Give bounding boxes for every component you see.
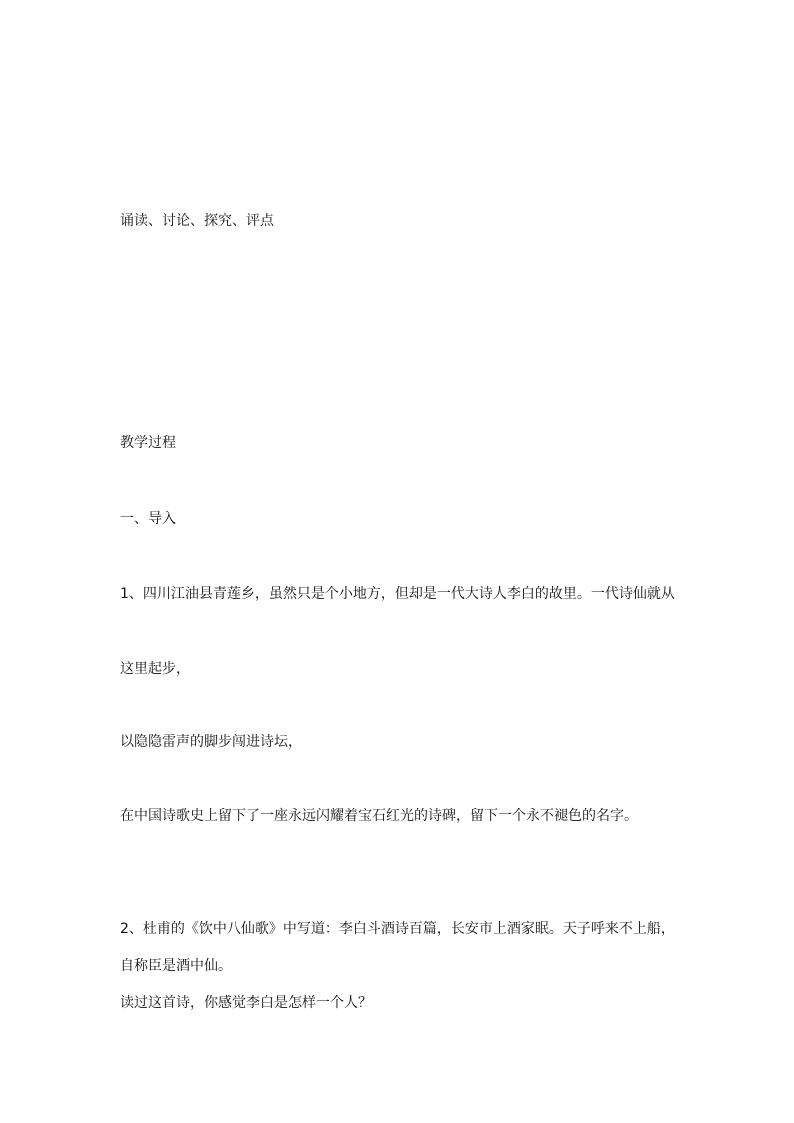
section-heading-teaching-process: 教学过程 [120,435,176,451]
paragraph-1-line-1: 1、四川江油县青莲乡，虽然只是个小地方，但却是一代大诗人李白的故里。一代诗仙就从 [120,586,675,602]
paragraph-2-line-2: 自称臣是酒中仙。 [120,958,232,974]
paragraph-1-line-2: 这里起步， [120,661,190,677]
paragraph-1-line-4: 在中国诗歌史上留下了一座永远闪耀着宝石红光的诗碑，留下一个永不褪色的名字。 [120,808,638,824]
paragraph-1-line-3: 以隐隐雷声的脚步闯进诗坛， [120,734,302,750]
paragraph-2-line-1: 2、杜甫的《饮中八仙歌》中写道：李白斗酒诗百篇，长安市上酒家眠。天子呼来不上船， [120,921,675,937]
question-line: 读过这首诗，你感觉李白是怎样一个人？ [120,995,372,1011]
subheading-introduction: 一、导入 [120,511,176,527]
teaching-methods-line: 诵读、讨论、探究、评点 [120,213,274,229]
